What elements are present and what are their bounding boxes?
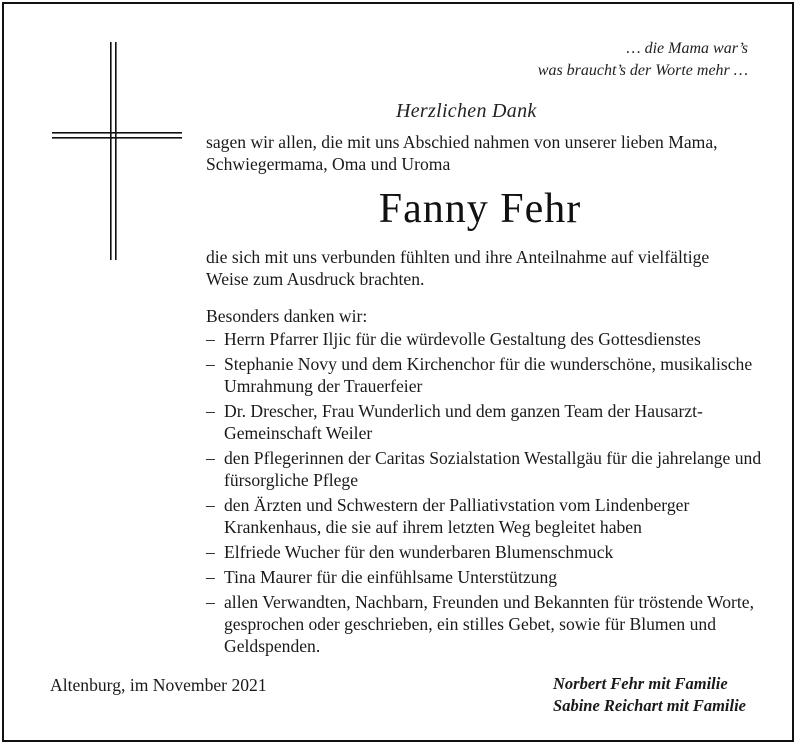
- list-item: [206, 566, 766, 588]
- list-item-text: den Pflegerinnen der Caritas Sozialstation Westallgäu für die jahrelange und fürsorgliche Pflege: [224, 448, 762, 490]
- list-item-text: Dr. Drescher, Frau Wunderlich und dem ganzen Team der Hausarzt-Gemeinschaft Weiler: [224, 401, 703, 443]
- list-item: [206, 353, 766, 397]
- motto-quote: [538, 38, 748, 82]
- list-dash: –: [206, 401, 215, 421]
- list-item: [206, 494, 766, 538]
- list-item-text: den Ärzten und Schwestern der Palliativstation vom Lindenberger Krankenhaus, die sie auf ihrem letzten Weg begleitet haben: [224, 495, 690, 537]
- signature-line-2: Sabine Reichart mit Familie: [553, 696, 746, 715]
- place-date: Altenburg, im November 2021: [50, 675, 267, 695]
- list-item: [206, 400, 766, 444]
- motto-line-1: … die Mama war’s: [626, 40, 748, 57]
- deceased-name: Fanny Fehr: [378, 186, 582, 232]
- thanks-heading: Herzlichen Dank: [396, 100, 537, 122]
- after-name-paragraph: die sich mit uns verbunden fühlten und ihre Anteilnahme auf vielfältige Weise zum Ausdruck brachten.: [206, 247, 710, 289]
- list-item-text: allen Verwandten, Nachbarn, Freunden und Bekannten für tröstende Worte, gesprochen oder geschrieben, ein stilles Gebet, sowie für Blumen und Geldspenden.: [224, 592, 754, 656]
- signature-line-1: Norbert Fehr mit Familie: [553, 674, 728, 693]
- list-dash: –: [206, 448, 215, 468]
- thanks-lead: Besonders danken wir:: [206, 306, 368, 326]
- list-dash: –: [206, 495, 215, 515]
- list-item: [206, 591, 766, 657]
- intro-paragraph: sagen wir allen, die mit uns Abschied nahmen von unserer lieben Mama, Schwiegermama, Oma und Uroma: [206, 132, 718, 174]
- list-item: [206, 328, 766, 350]
- list-item: [206, 447, 766, 491]
- signatures: [553, 673, 746, 717]
- list-item: [206, 541, 766, 563]
- list-dash: –: [206, 542, 215, 562]
- list-dash: –: [206, 329, 215, 349]
- list-item-text: Elfriede Wucher für den wunderbaren Blumenschmuck: [224, 542, 614, 562]
- list-dash: –: [206, 567, 215, 587]
- list-dash: –: [206, 354, 215, 374]
- motto-line-2: was braucht’s der Worte mehr …: [537, 62, 748, 79]
- list-item-text: Herrn Pfarrer Iljic für die würdevolle Gestaltung des Gottesdienstes: [224, 329, 701, 349]
- thanks-list: [206, 328, 766, 660]
- list-item-text: Stephanie Novy und dem Kirchenchor für die wunderschöne, musikalische Umrahmung der Trauerfeier: [224, 354, 753, 396]
- list-dash: –: [206, 592, 215, 612]
- list-item-text: Tina Maurer für die einfühlsame Unterstützung: [224, 567, 558, 587]
